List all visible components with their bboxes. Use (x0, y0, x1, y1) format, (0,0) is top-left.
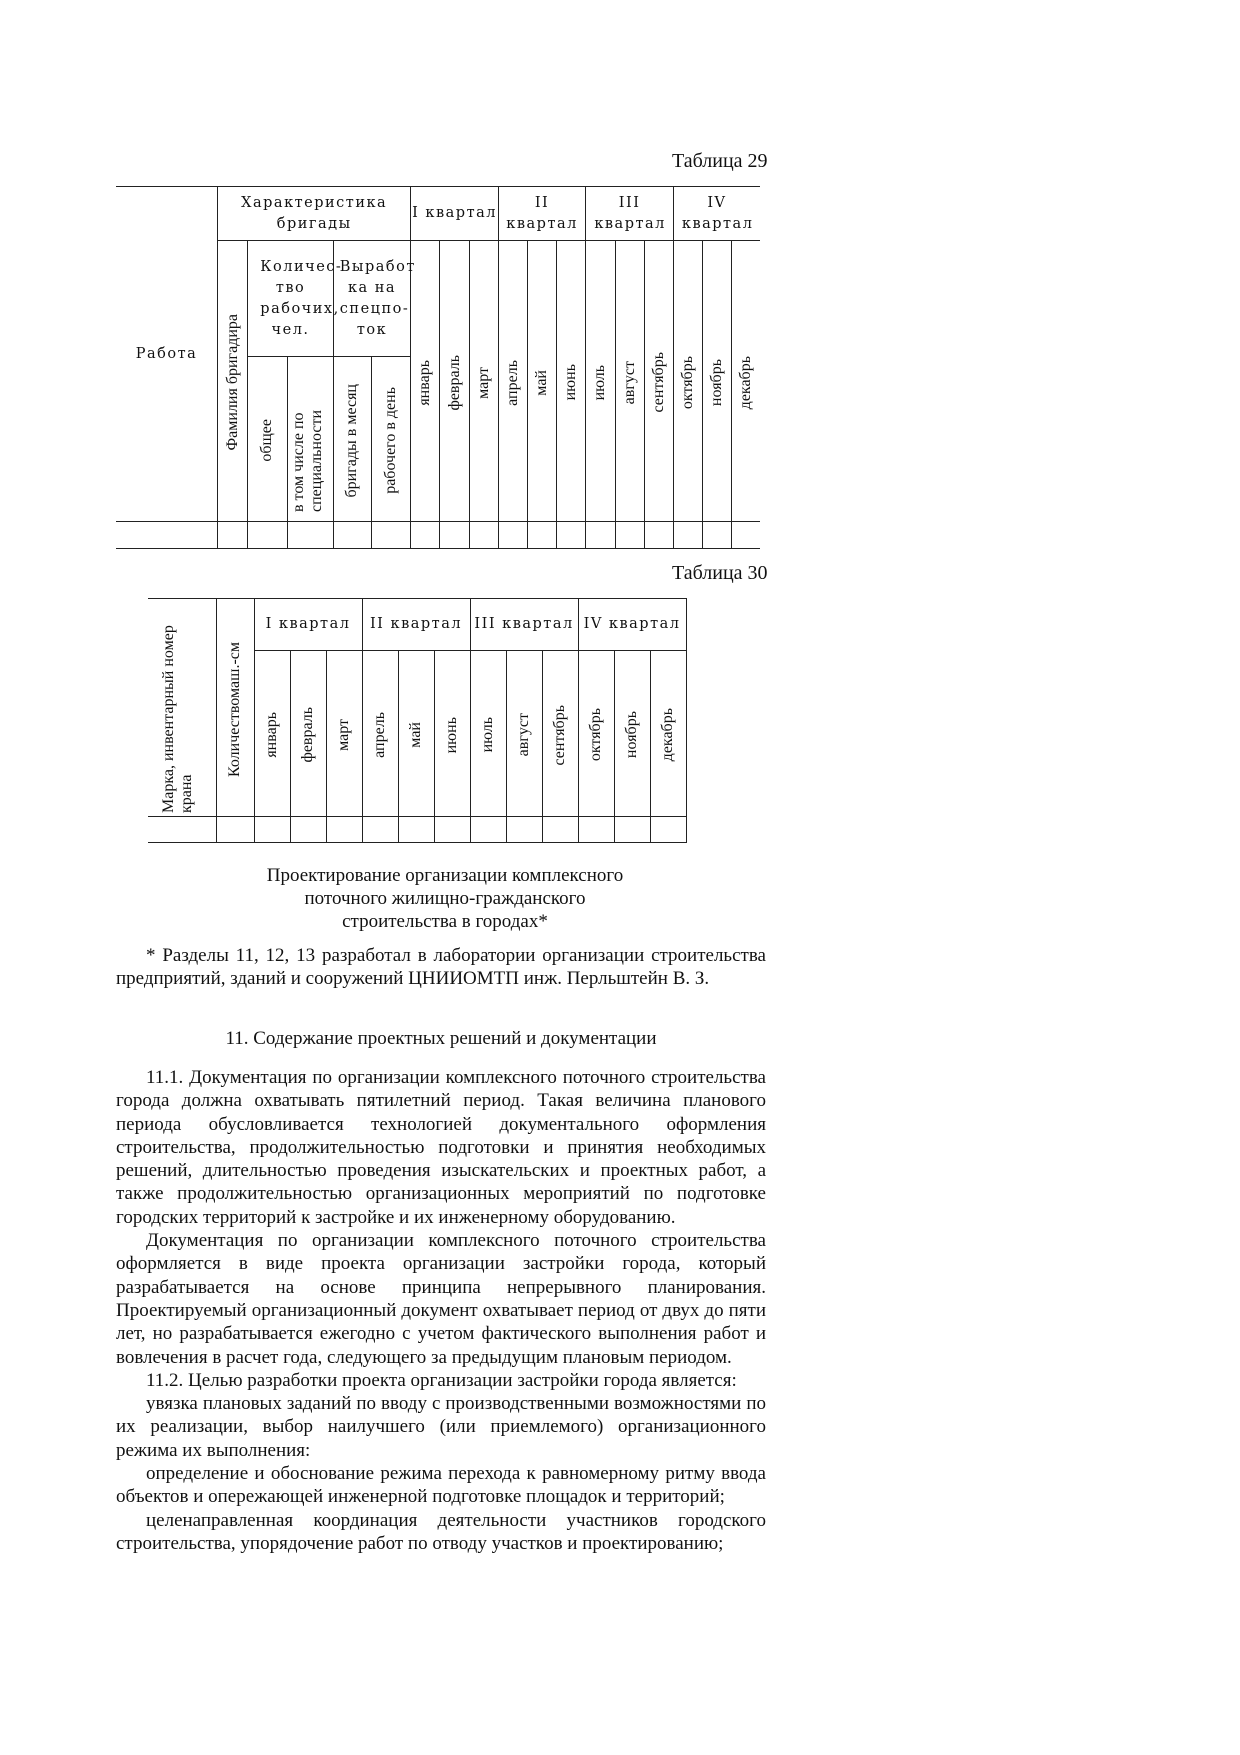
t30-month-nov: ноябрь (614, 651, 650, 817)
table-30-label: Таблица 30 (672, 562, 768, 584)
t30-quarter-2: II квартал (362, 599, 470, 651)
t30-quarter-4: IV квартал (578, 599, 686, 651)
paragraph: определение и обоснование режима перехода к равномерному ритму ввода объектов и опережающей инженерной подготовке площадок и территорий; (116, 1463, 766, 1508)
t30-quarter-3: III квартал (470, 599, 578, 651)
t30-month-dec: декабрь (650, 651, 686, 817)
t30-month-feb: февраль (290, 651, 326, 817)
qty-shifts-col: Количествомаш.-см (216, 599, 254, 817)
paragraph: увязка плановых заданий по вводу с производственными возможностями по их реализации, выбор наилучшего (или приемлемого) организационного режима их выполнения: (116, 1393, 766, 1461)
t30-quarter-1: I квартал (254, 599, 362, 651)
quarter-3-header: III квартал (586, 187, 674, 241)
t30-month-jan: январь (254, 651, 290, 817)
month-jul: июль (586, 241, 615, 522)
by-specialty-col: в том числе по специальности (287, 357, 333, 522)
month-feb: февраль (440, 241, 469, 522)
brigade-month-col: бригады в месяц (333, 357, 371, 522)
month-mar: март (469, 241, 498, 522)
worker-day-col: рабочего в день (372, 357, 411, 522)
foreman-col: Фамилия бригадира (218, 241, 248, 522)
month-oct: октябрь (673, 241, 702, 522)
heading-11: 11. Содержание проектных решений и документации (225, 1028, 657, 1049)
quarter-1-header: I квартал (411, 187, 499, 241)
footnote: * Разделы 11, 12, 13 разработал в лаборатории организации строительства предприятий, зданий и сооружений ЦНИИОМТП инж. Перльштейн В. З. (116, 945, 766, 990)
quarter-4-header: IV квартал (673, 187, 760, 241)
month-apr: апрель (498, 241, 527, 522)
t30-month-jun: июнь (434, 651, 470, 817)
quarter-2-header: II квартал (498, 187, 586, 241)
t30-month-mar: март (326, 651, 362, 817)
crane-col: Марка, инвентарный номер крана (148, 599, 216, 817)
table-29 (116, 186, 760, 549)
total-workers-col: общее (248, 357, 287, 522)
table-30 (148, 598, 687, 843)
t30-month-may: май (398, 651, 434, 817)
month-may: май (527, 241, 556, 522)
month-dec: декабрь (732, 241, 760, 522)
paragraph: 11.1. Документация по организации комплексного поточного строительства города должна охватывать пятилетний период. Такая величина планового периода обусловливается технологией документального оформления строительства, продолжительностью подготовки и принятия необходимых решений, длительностью проведения изыскательских и проектных работ, а также продолжительностью организационных мероприятий по подготовке городских территорий к застройке и их инженерному оборудованию. (116, 1067, 766, 1228)
table-row (148, 817, 686, 843)
t30-month-apr: апрель (362, 651, 398, 817)
paragraph: целенаправленная координация деятельности участников городского строительства, упорядочение работ по отводу участков и проектированию; (116, 1509, 766, 1554)
paragraph: Документация по организации комплексного поточного строительства оформляется в виде проекта организации застройки города, который разрабатывается на основе принципа непрерывного планирования. Проектируемый организационный документ охватывает период от двух до пяти лет, но разрабатывается ежегодно с учетом фактического выполнения работ и вовлечения в расчет года, следующего за предыдущим плановым периодом. (116, 1230, 766, 1368)
month-sep: сентябрь (644, 241, 673, 522)
month-nov: ноябрь (703, 241, 732, 522)
section-title: Проектирование организации комплексного поточного жилищно-гражданского строительства в городах* (266, 865, 624, 932)
month-jan: январь (411, 241, 440, 522)
t30-month-oct: октябрь (578, 651, 614, 817)
t30-month-sep: сентябрь (542, 651, 578, 817)
output-header: Выработ ка на спецпо-ток (333, 241, 411, 357)
table-29-label: Таблица 29 (672, 150, 768, 172)
body-text (116, 1066, 766, 1555)
col-work-header: Работа (116, 187, 218, 522)
t30-month-aug: август (506, 651, 542, 817)
workers-count-header: Количес-тво рабочих, чел. (248, 241, 334, 357)
month-jun: июнь (557, 241, 586, 522)
table-row (116, 522, 760, 549)
month-aug: август (615, 241, 644, 522)
t30-month-jul: июль (470, 651, 506, 817)
paragraph: 11.2. Целью разработки проекта организации застройки города является: (146, 1369, 737, 1391)
group-brigade-characteristic: Характеристика бригады (218, 187, 411, 241)
